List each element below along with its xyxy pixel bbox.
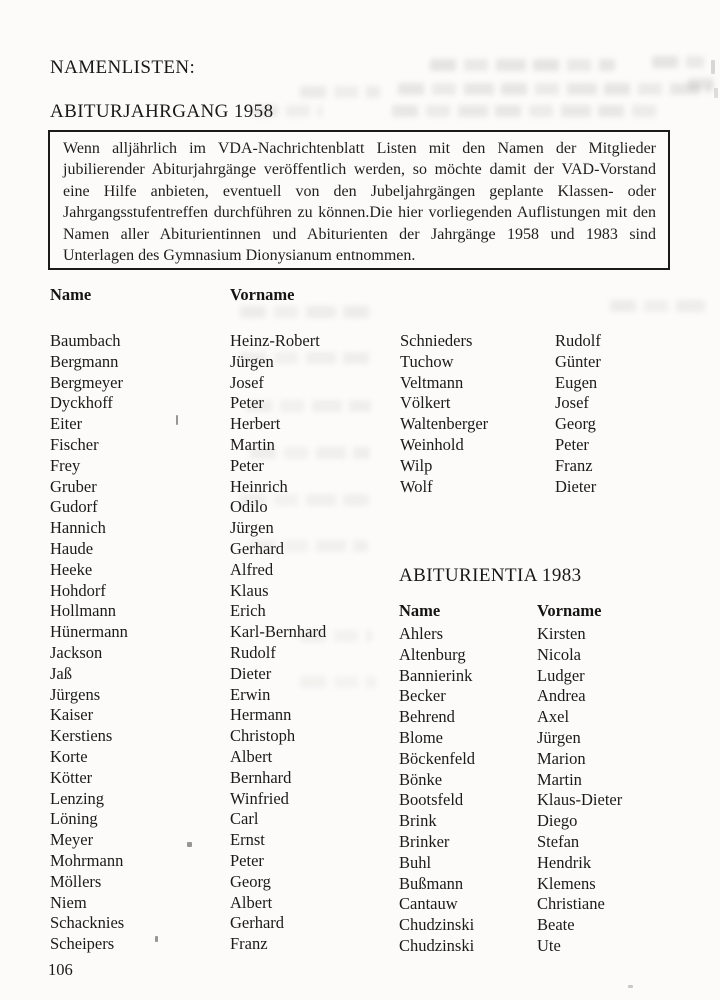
list-1958-right	[400, 331, 720, 497]
surname-cell: Lenzing	[50, 788, 105, 808]
firstname-cell: Alfred	[230, 559, 274, 579]
bleed-through-artifact	[250, 447, 370, 459]
table-row	[399, 728, 719, 749]
firstname-cell: Albert	[230, 746, 273, 766]
table-row	[50, 726, 395, 747]
firstname-cell: Eugen	[555, 372, 598, 392]
surname-cell: Ahlers	[399, 624, 443, 643]
table-row	[400, 435, 720, 456]
table-row	[399, 624, 719, 645]
table-header-1958	[50, 285, 380, 307]
table-row	[400, 477, 720, 498]
table-row	[399, 666, 719, 687]
surname-cell: Brinker	[399, 831, 450, 851]
firstname-cell: Klaus	[230, 580, 269, 600]
firstname-cell: Christoph	[230, 726, 296, 746]
firstname-cell: Herbert	[230, 414, 281, 434]
surname-cell: Tuchow	[400, 351, 454, 371]
table-row	[399, 707, 719, 728]
firstname-cell: Gerhard	[230, 913, 285, 933]
firstname-cell: Dieter	[555, 476, 597, 496]
table-row	[399, 853, 719, 874]
table-row	[50, 789, 395, 810]
table-row	[50, 601, 395, 622]
firstname-cell: Erwin	[230, 684, 271, 704]
table-row	[50, 560, 395, 581]
table-row	[50, 851, 395, 872]
bleed-through-artifact	[300, 86, 380, 98]
firstname-cell: Hermann	[230, 705, 292, 725]
firstname-cell: Martin	[230, 434, 275, 454]
column-header-vorname: Vorname	[230, 285, 295, 304]
scan-speck	[187, 842, 192, 847]
table-row	[399, 894, 719, 915]
surname-cell: Gudorf	[50, 497, 98, 517]
surname-cell: Böckenfeld	[399, 748, 476, 768]
firstname-cell: Josef	[555, 393, 589, 413]
table-row	[400, 331, 720, 352]
bleed-through-artifact	[250, 540, 368, 552]
surname-cell: Bönke	[399, 769, 443, 789]
table-row	[50, 768, 395, 789]
bleed-through-artifact	[240, 494, 370, 506]
bleed-through-artifact	[392, 105, 657, 117]
surname-cell: Weinhold	[400, 434, 464, 454]
firstname-cell: Günter	[555, 351, 601, 371]
surname-cell: Niem	[50, 892, 87, 912]
table-row	[399, 645, 719, 666]
surname-cell: Altenburg	[399, 644, 466, 664]
firstname-cell: Peter	[555, 434, 589, 454]
intro-box	[48, 130, 670, 270]
section-1958-title: ABITURJAHRGANG 1958	[50, 101, 274, 122]
surname-cell: Wilp	[400, 455, 433, 475]
surname-cell: Korte	[50, 746, 88, 766]
bleed-through-artifact	[300, 630, 372, 642]
surname-cell: Bannierink	[399, 665, 473, 685]
firstname-cell: Peter	[230, 393, 264, 413]
firstname-cell: Nicola	[537, 644, 581, 664]
firstname-cell: Josef	[230, 372, 264, 392]
firstname-cell: Albert	[230, 892, 273, 912]
bleed-through-artifact	[300, 676, 376, 688]
firstname-cell: Martin	[537, 769, 582, 789]
table-row	[400, 373, 720, 394]
table-row	[399, 811, 719, 832]
surname-cell: Löning	[50, 809, 98, 829]
scan-speck	[155, 936, 158, 942]
surname-cell: Chudzinski	[399, 935, 475, 955]
surname-cell: Gruber	[50, 476, 97, 496]
firstname-cell: Franz	[555, 455, 593, 475]
table-row	[50, 373, 395, 394]
surname-cell: Jürgens	[50, 684, 101, 704]
firstname-cell: Peter	[230, 850, 264, 870]
firstname-cell: Georg	[555, 414, 596, 434]
firstname-cell: Winfried	[230, 788, 289, 808]
firstname-cell: Odilo	[230, 497, 268, 517]
table-row	[50, 830, 395, 851]
surname-cell: Bergmeyer	[50, 372, 124, 392]
firstname-cell: Rudolf	[555, 331, 601, 350]
firstname-cell: Ute	[537, 935, 561, 955]
surname-cell: Brink	[399, 811, 437, 831]
surname-cell: Möllers	[50, 871, 102, 891]
firstname-cell: Heinz-Robert	[230, 331, 320, 350]
table-row	[399, 770, 719, 791]
table-row	[400, 456, 720, 477]
firstname-cell: Jürgen	[230, 518, 274, 538]
surname-cell: Mohrmann	[50, 850, 124, 870]
firstname-cell: Dieter	[230, 663, 272, 683]
table-row	[50, 331, 395, 352]
surname-cell: Scheipers	[50, 934, 115, 954]
firstname-cell: Beate	[537, 915, 575, 935]
bleed-through-artifact	[240, 352, 370, 364]
surname-cell: Bußmann	[399, 873, 464, 893]
column-header-name: Name	[50, 285, 92, 304]
table-row	[50, 893, 395, 914]
table-row	[50, 934, 395, 955]
surname-cell: Meyer	[50, 830, 94, 850]
table-row	[399, 832, 719, 853]
bleed-through-artifact	[430, 59, 615, 71]
surname-cell: Kerstiens	[50, 726, 113, 746]
table-row	[400, 414, 720, 435]
surname-cell: Cantauw	[399, 894, 458, 914]
firstname-cell: Ludger	[537, 665, 585, 685]
intro-text: Wenn alljährlich im VDA-Nachrichtenblatt Listen mit den Namen der Mitglieder jubilierender Abiturjahrgänge veröffentlich werden, so möchte damit der VAD-Vorstand eine Hilfe anbieten, eventuell von den Jubeljahrgängen geplante Klassen- oder Jahrgangsstufentreffen durchführen zu können.Die hier vorliegenden Auflistungen mit den Namen aller Abiturientinnen und Abiturienten der Jahrgänge 1958 und 1983 sind Unterlagen des Gymnasium Dionysianum entnommen.	[63, 140, 656, 265]
surname-cell: Veltmann	[400, 372, 464, 392]
surname-cell: Hohdorf	[50, 580, 106, 600]
scan-speck	[628, 985, 633, 988]
firstname-cell: Kirsten	[537, 624, 586, 643]
surname-cell: Blome	[399, 727, 443, 747]
firstname-cell: Diego	[537, 811, 578, 831]
firstname-cell: Stefan	[537, 831, 580, 851]
surname-cell: Hannich	[50, 518, 106, 538]
surname-cell: Wolf	[400, 476, 433, 496]
firstname-cell: Heinrich	[230, 476, 288, 496]
table-row	[400, 352, 720, 373]
table-row	[50, 414, 395, 435]
table-row	[400, 393, 720, 414]
table-row	[399, 915, 719, 936]
firstname-cell: Hendrik	[537, 852, 592, 872]
surname-cell: Dyckhoff	[50, 393, 113, 413]
table-row	[399, 790, 719, 811]
firstname-cell: Ernst	[230, 830, 265, 850]
column-header-vorname: Vorname	[537, 601, 602, 620]
firstname-cell: Karl-Bernhard	[230, 622, 327, 642]
list-1958-left	[50, 331, 395, 955]
bleed-through-artifact	[610, 300, 705, 312]
scan-speck	[176, 415, 178, 425]
firstname-cell: Andrea	[537, 686, 586, 706]
surname-cell: Völkert	[400, 393, 451, 413]
surname-cell: Fischer	[50, 434, 99, 454]
firstname-cell: Jürgen	[537, 727, 581, 747]
firstname-cell: Franz	[230, 934, 268, 954]
surname-cell: Heeke	[50, 559, 93, 579]
table-row	[399, 936, 719, 957]
table-row	[399, 749, 719, 770]
surname-cell: Schacknies	[50, 913, 125, 933]
surname-cell: Jackson	[50, 642, 103, 662]
table-row	[50, 913, 395, 934]
surname-cell: Becker	[399, 686, 446, 706]
surname-cell: Baumbach	[50, 331, 121, 350]
bleed-through-artifact	[252, 105, 322, 117]
scan-speck	[714, 88, 718, 98]
firstname-cell: Jürgen	[230, 351, 274, 371]
surname-cell: Kötter	[50, 767, 93, 787]
firstname-cell: Bernhard	[230, 767, 292, 787]
bleed-through-artifact	[398, 83, 710, 95]
bleed-through-artifact	[652, 56, 704, 68]
surname-cell: Waltenberger	[400, 414, 489, 434]
page-title: NAMENLISTEN:	[50, 57, 196, 78]
firstname-cell: Christiane	[537, 894, 605, 914]
surname-cell: Eiter	[50, 414, 83, 434]
firstname-cell: Gerhard	[230, 538, 285, 558]
firstname-cell: Klaus-Dieter	[537, 790, 623, 810]
firstname-cell: Carl	[230, 809, 259, 829]
firstname-cell: Peter	[230, 455, 264, 475]
surname-cell: Chudzinski	[399, 915, 475, 935]
surname-cell: Buhl	[399, 852, 432, 872]
surname-cell: Kaiser	[50, 705, 94, 725]
table-row	[50, 809, 395, 830]
surname-cell: Schnieders	[400, 331, 473, 350]
firstname-cell: Rudolf	[230, 642, 276, 662]
firstname-cell: Georg	[230, 871, 271, 891]
column-header-name: Name	[399, 601, 441, 620]
surname-cell: Hollmann	[50, 601, 116, 621]
table-row	[399, 686, 719, 707]
scan-speck	[711, 60, 715, 74]
table-row	[399, 874, 719, 895]
surname-cell: Jaß	[50, 663, 72, 683]
surname-cell: Frey	[50, 455, 81, 475]
surname-cell: Bootsfeld	[399, 790, 464, 810]
section-1983-title: ABITURIENTIA 1983	[399, 565, 582, 586]
surname-cell: Hünermann	[50, 622, 128, 642]
firstname-cell: Erich	[230, 601, 266, 621]
bleed-through-artifact	[246, 400, 371, 412]
bleed-through-artifact	[240, 306, 375, 318]
table-row	[50, 581, 395, 602]
surname-cell: Behrend	[399, 707, 455, 727]
page-number: 106	[48, 960, 73, 979]
firstname-cell: Klemens	[537, 873, 596, 893]
firstname-cell: Axel	[537, 707, 570, 727]
surname-cell: Bergmann	[50, 351, 119, 371]
table-header-1983	[399, 601, 699, 623]
firstname-cell: Marion	[537, 748, 586, 768]
table-row	[50, 643, 395, 664]
table-row	[50, 518, 395, 539]
table-row	[50, 747, 395, 768]
table-row	[50, 872, 395, 893]
surname-cell: Haude	[50, 538, 94, 558]
list-1983	[399, 624, 719, 957]
table-row	[50, 705, 395, 726]
